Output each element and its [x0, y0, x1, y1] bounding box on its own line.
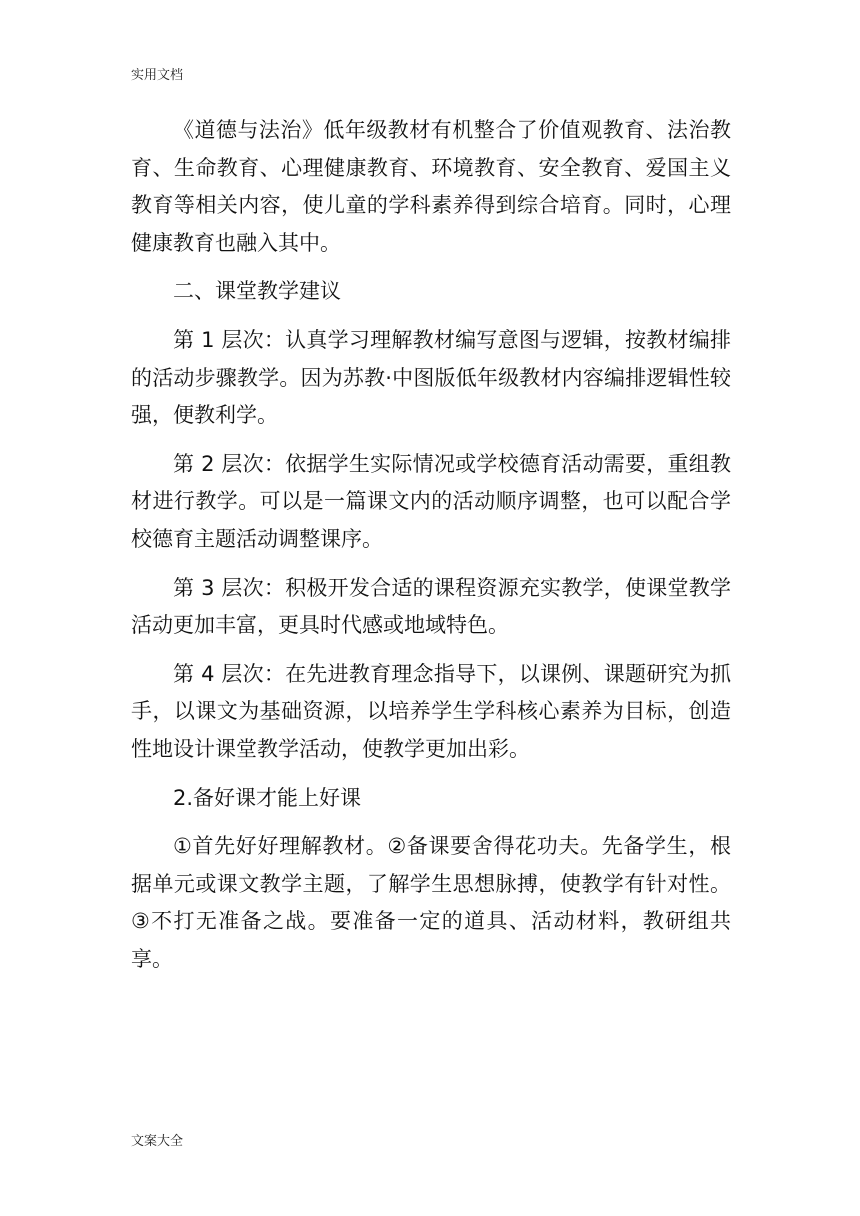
paragraph-prepare-details: ①首先好好理解教材。②备课要舍得花功夫。先备学生，根据单元或课文教学主题，了解学生思想脉搏，使教学有针对性。③不打无准备之战。要准备一定的道具、活动材料，教研组共享。 [131, 834, 731, 971]
section-heading: 二、课堂教学建议 [173, 279, 341, 304]
paragraph-level-2: 第 2 层次：依据学生实际情况或学校德育活动需要，重组教材进行教学。可以是一篇课文内的活动顺序调整，也可以配合学校德育主题活动调整课序。 [131, 451, 731, 551]
paragraph-level-4: 第 4 层次：在先进教育理念指导下，以课例、课题研究为抓手，以课文为基础资源，以培养学生学科核心素养为目标，创造性地设计课堂教学活动，使教学更加出彩。 [131, 661, 731, 761]
paragraph-level-3: 第 3 层次：积极开发合适的课程资源充实教学，使课堂教学活动更加丰富，更具时代感或地域特色。 [131, 575, 731, 638]
subheading-prepare-lessons: 2.备好课才能上好课 [173, 785, 362, 810]
paragraph-intro: 《道德与法治》低年级教材有机整合了价值观教育、法治教育、生命教育、心理健康教育、环境教育、安全教育、爱国主义教育等相关内容，使儿童的学科素养得到综合培育。同时，心理健康教育也融入其中。 [131, 118, 731, 255]
document-body [131, 112, 731, 989]
page-header: 实用文档 [131, 68, 184, 83]
page-footer: 文案大全 [131, 1134, 184, 1149]
paragraph-level-1: 第 1 层次：认真学习理解教材编写意图与逻辑，按教材编排的活动步骤教学。因为苏教·中图版低年级教材内容编排逻辑性较强，便教利学。 [131, 327, 731, 428]
